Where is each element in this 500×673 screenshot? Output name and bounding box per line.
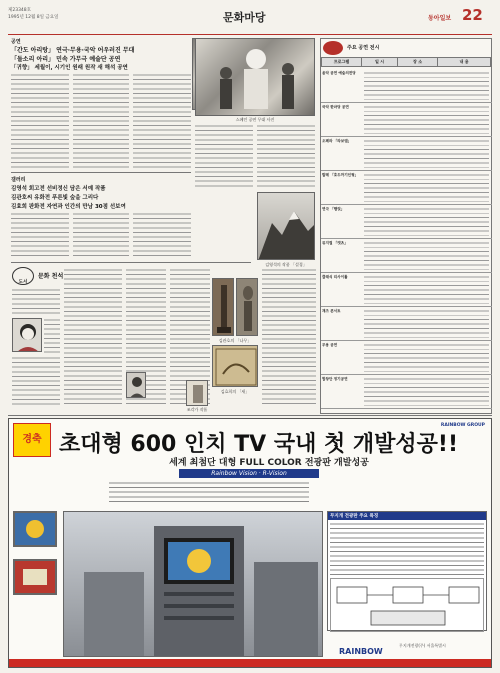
ad-brand: RAINBOW GROUP — [440, 423, 485, 428]
schedule-row-label: 합창단 정기공연 — [322, 377, 348, 381]
mountain-illustration — [258, 193, 315, 260]
schedule-row — [321, 103, 492, 137]
ad-bottom-bar — [9, 659, 492, 668]
column-body-col-1 — [12, 288, 60, 316]
schedule-header-place: 장 소 — [398, 58, 438, 67]
theater-headline-3: 「귀향」 세월이, 시기인 원래 원작 새 해석 공연 — [11, 65, 128, 71]
ad-diagram — [330, 578, 484, 632]
schedule-row-label: 음악 공연 예술의전당 — [322, 71, 356, 75]
schedule-row — [321, 307, 492, 341]
columnist-portrait — [12, 318, 42, 352]
column-body-col-1b — [44, 318, 60, 354]
schedule-row-label: 연극 「햄릿」 — [322, 207, 345, 211]
schedule-row-details — [364, 241, 489, 270]
schedule-row — [321, 137, 492, 171]
schedule-row-label: 오페라 「라보엠」 — [322, 139, 352, 143]
masthead-rule — [8, 34, 492, 35]
section-divider-2 — [11, 262, 251, 263]
ad-info-title: 무지개 전광판 주요 특징 — [328, 512, 486, 520]
ad-badge-text: 경축 — [22, 434, 42, 445]
theater-photo-caption: 스페인 공연 무대 사진 — [235, 117, 275, 122]
advertisement — [8, 418, 492, 668]
section-divider-1 — [11, 172, 191, 173]
schedule-panel — [320, 38, 492, 414]
art-photo-1 — [212, 278, 234, 336]
schedule-title: 주요 공연 전시 — [347, 45, 380, 51]
ad-company-logo — [339, 639, 399, 655]
schedule-row-details — [364, 173, 489, 202]
schedule-row-label: 발레 「호두까기인형」 — [322, 173, 359, 177]
masthead — [8, 6, 492, 34]
gallery-body-col-1 — [11, 212, 69, 256]
theater-body-col-2 — [73, 73, 129, 169]
schedule-row — [321, 341, 492, 375]
small-portrait — [126, 372, 146, 398]
schedule-row — [321, 375, 492, 409]
schedule-row-details — [364, 275, 489, 304]
schedule-row-details — [364, 207, 489, 236]
tree-sculpture — [213, 279, 234, 336]
publish-date: 1995년 12월 8일 금요일 — [8, 15, 59, 20]
small-sculpture — [187, 381, 208, 406]
art-photo-4 — [186, 380, 208, 406]
schedule-row-label: 뮤지컬 「캣츠」 — [322, 241, 348, 245]
portrait-silhouette — [13, 319, 42, 352]
section-title: 문화마당 — [223, 11, 266, 24]
ad-building-photo — [63, 511, 323, 657]
issue-number: 제23348호 — [8, 8, 32, 13]
ad-tv-left-top — [13, 511, 57, 547]
mountain-photo — [257, 192, 315, 260]
mountain-caption: 김영석의 작품 「설경」 — [265, 262, 307, 267]
schedule-row — [321, 239, 492, 273]
gallery-headline-3: 김효희 판화전 자연과 인간의 만남 30점 선보여 — [11, 204, 126, 210]
gallery-headline-1: 김영석 회고전 선비정신 담은 서예 작품 — [11, 186, 106, 192]
schedule-row-details — [364, 343, 489, 372]
column-body-col-5 — [262, 268, 316, 406]
column-logo-text: 도서 — [18, 280, 28, 285]
schedule-row-details — [364, 377, 489, 406]
schedule-row — [321, 69, 492, 103]
column-logo — [12, 267, 34, 285]
ad-badge — [13, 423, 51, 457]
schedule-logo — [323, 41, 343, 55]
schedule-row-label: 무용 공연 — [322, 343, 338, 347]
schedule-row-details — [364, 105, 489, 134]
tv-screen-image — [15, 513, 55, 545]
gallery-section-label: 갤러리 — [11, 177, 26, 183]
ad-info-body — [330, 522, 484, 576]
stage-figures — [196, 39, 315, 116]
art-photo-3 — [212, 345, 258, 387]
small-portrait-figure — [127, 373, 146, 398]
art-photo-2 — [236, 278, 258, 336]
ad-copy-block — [109, 481, 309, 505]
ad-tv-left-bottom — [13, 559, 57, 595]
column-body-col-2 — [64, 268, 122, 406]
schedule-row-details — [364, 139, 489, 168]
schedule-header-info: 내 용 — [438, 58, 491, 67]
theater-headline-2: 「돌소리 아리」 민속 가무극 예술단 공연 — [11, 56, 121, 63]
paper-name: 동아일보 — [428, 15, 452, 22]
gallery-body-col-2 — [73, 212, 129, 256]
ad-footer: 무지개전광(주) 서울특별시 — [399, 643, 446, 648]
section-divider-3 — [8, 415, 492, 416]
schedule-row — [321, 273, 492, 307]
art-caption-3: 조각가 작품 — [186, 407, 208, 412]
schedule-header-program: 프로그램 — [322, 58, 362, 67]
tv-screen-image-2 — [15, 561, 55, 593]
theater-headline-1: 「간도 아리랑」 연극·무용·국악 어우러진 무대 — [11, 47, 135, 54]
schedule-header-row — [322, 58, 491, 67]
theater-photo-main — [195, 38, 315, 116]
schedule-row-label: 클래식 리사이틀 — [322, 275, 348, 279]
page-number: 22 — [462, 6, 483, 24]
ad-tagline: Rainbow Vision · R-Vision — [179, 469, 319, 478]
schedule-row-label: 국악 한마당 공연 — [322, 105, 349, 109]
ad-headline: 초대형 600 인치 TV 국내 첫 개발성공!! — [59, 432, 459, 457]
ad-subheadline: 세계 최첨단 대형 FULL COLOR 전광판 개발성공 — [169, 458, 369, 468]
gallery-body-col-3 — [133, 212, 191, 256]
schedule-row-details — [364, 71, 489, 100]
building-with-screen — [64, 512, 323, 657]
theater-body-col-5 — [257, 124, 315, 188]
schedule-row — [321, 205, 492, 239]
system-diagram — [331, 579, 485, 631]
ad-info-panel — [327, 511, 487, 631]
bird-print — [213, 346, 258, 387]
schedule-rows — [321, 69, 492, 409]
theater-body-col-4 — [195, 124, 253, 188]
gallery-headline-2: 김관호씨 유화전 푸른빛 숲을 그리다 — [11, 195, 99, 201]
schedule-row-label: 재즈 콘서트 — [322, 309, 341, 313]
art-caption-2: 김효희의 「새」 — [220, 389, 250, 394]
theater-section-label: 공연 — [11, 39, 21, 45]
schedule-row — [321, 171, 492, 205]
art-caption-1: 김관호의 「나무」 — [218, 338, 252, 343]
column-body-col-1c — [12, 356, 60, 406]
schedule-header-time: 일 시 — [362, 58, 398, 67]
ad-company-logo-text: RAINBOW — [339, 647, 383, 656]
column-title: 문화 천석 — [38, 273, 64, 280]
theater-body-col-3 — [133, 73, 191, 169]
figure-sculpture — [237, 279, 258, 336]
schedule-row-details — [364, 309, 489, 338]
schedule-table — [321, 57, 491, 67]
theater-body-col-1 — [11, 73, 69, 169]
